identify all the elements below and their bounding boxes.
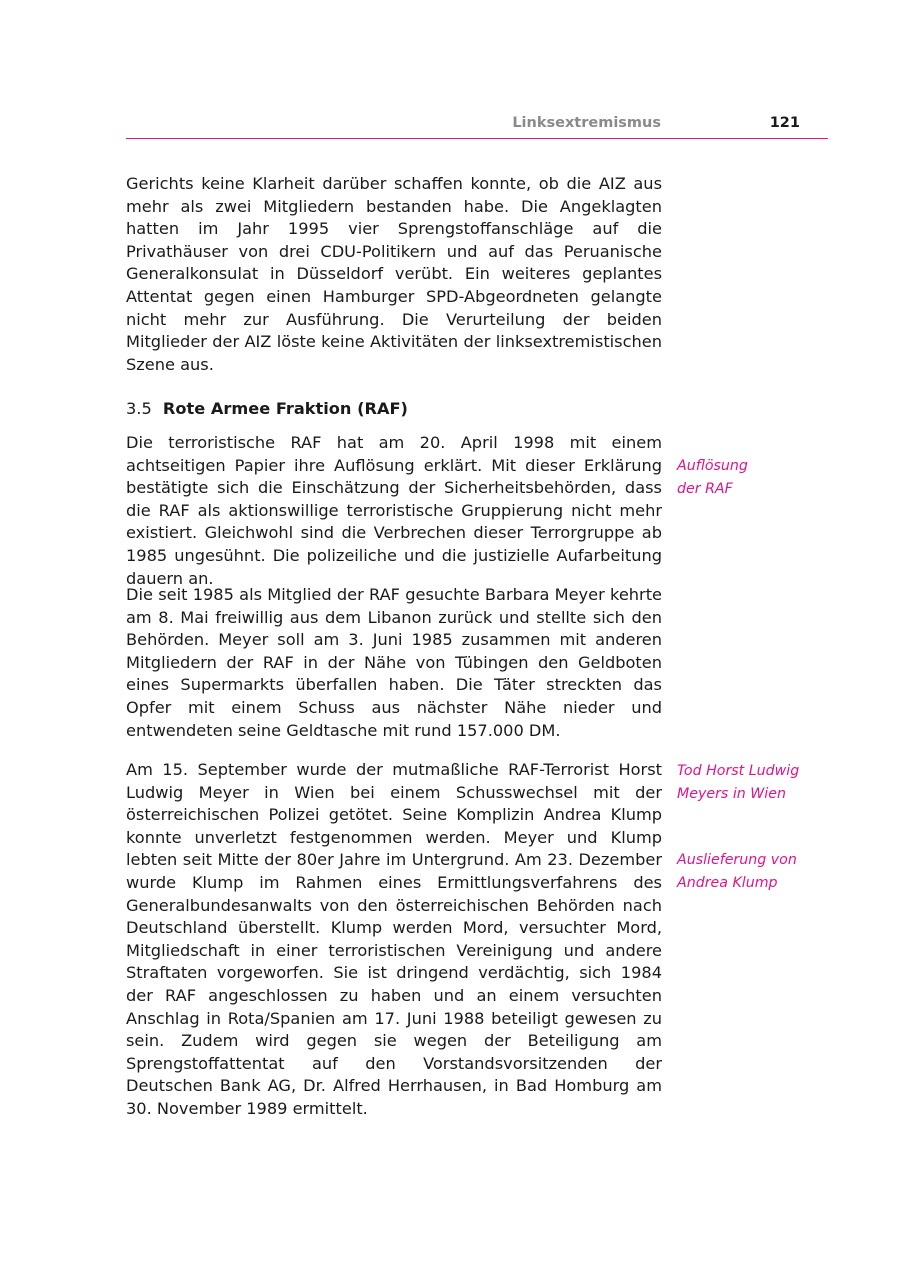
running-header-section-title: Linksextremismus bbox=[512, 115, 661, 131]
paragraph-raf-1-container bbox=[126, 432, 662, 590]
paragraph-horst-meyer-klump: Am 15. September wurde der mutmaßliche RAF-Terrorist Horst Ludwig Meyer in Wien bei einem Schusswechsel mit der österreichischen Polizei getötet. Seine Komplizin Andrea Klump konnte unverletzt festgenommen werden. Meyer und Klump lebten seit Mitte der 80er Jahre im Untergrund. Am 23. Dezember wurde Klump im Rahmen eines Ermittlungsverfahrens des Generalbundesanwalts von den österreichischen Behörden nach Deutschland überstellt. Klump werden Mord, versuchter Mord, Mitgliedschaft in einer terroristischen Vereinigung und andere Straftaten vorgeworfen. Sie ist dringend verdächtig, sich 1984 der RAF angeschlossen zu haben und an einem versuchten Anschlag in Rota/Spanien am 17. Juni 1988 beteiligt gewesen zu sein. Zudem wird gegen sie wegen der Beteiligung am Sprengstoffattentat auf den Vorstandsvorsitzenden der Deutschen Bank AG, Dr. Alfred Herrhausen, in Bad Homburg am 30. November 1989 ermittelt. bbox=[126, 760, 662, 1118]
running-header bbox=[126, 112, 828, 139]
paragraph-raf-dissolution: Die terroristische RAF hat am 20. April 1998 mit einem achtseitigen Papier ihre Auflösung erklärt. Mit dieser Erklärung bestätigte sich die Einschätzung der Sicherheitsbehörden, dass die RAF als aktionswillige terroristische Gruppierung nicht mehr existiert. Gleichwohl sind die Verbrechen dieser Terrorgruppe ab 1985 ungesühnt. Die polizeiliche und die justizielle Aufarbeitung dauern an. bbox=[126, 433, 662, 588]
margin-note-auslieferung bbox=[677, 849, 837, 894]
margin-note-aufloesung bbox=[677, 455, 837, 500]
margin-note-tod-line1: Tod Horst Ludwig bbox=[677, 763, 800, 779]
paragraph-aiz-conclusion: Gerichts keine Klarheit darüber schaffen konnte, ob die AIZ aus mehr als zwei Mitgliedern bestanden habe. Die Angeklagten hatten im Jahr 1995 vier Sprengstoffanschläge auf die Privathäuser von drei CDU-Politikern und auf das Peruanische Generalkonsulat in Düsseldorf verübt. Ein weiteres geplantes Attentat gegen einen Hamburger SPD-Abgeordneten gelangte nicht mehr zur Ausführung. Die Verurteilung der beiden Mitglieder der AIZ löste keine Aktivitäten der linksextremistischen Szene aus. bbox=[126, 174, 662, 374]
paragraph-intro-container bbox=[126, 173, 662, 376]
page-number: 121 bbox=[769, 115, 800, 131]
section-title: Rote Armee Fraktion (RAF) bbox=[162, 399, 408, 418]
margin-note-aufloesung-line1: Auflösung bbox=[677, 458, 748, 474]
paragraph-barbara-meyer: Die seit 1985 als Mitglied der RAF gesuchte Barbara Meyer kehrte am 8. Mai freiwillig aus dem Libanon zurück und stellte sich den Behörden. Meyer soll am 3. Juni 1985 zusammen mit anderen Mitgliedern der RAF in der Nähe von Tübingen den Geldboten eines Supermarkts überfallen haben. Die Täter streckten das Opfer mit einem Schuss aus nächster Nähe nieder und entwendeten seine Geldtasche mit rund 157.000 DM. bbox=[126, 585, 662, 740]
section-heading bbox=[126, 398, 408, 420]
paragraph-raf-3-container bbox=[126, 759, 662, 1121]
section-number: 3.5 bbox=[126, 399, 152, 418]
margin-note-tod-line2: Meyers in Wien bbox=[677, 785, 786, 802]
paragraph-raf-2-container bbox=[126, 584, 662, 742]
margin-note-auslieferung-line1: Auslieferung von bbox=[677, 852, 797, 868]
margin-note-aufloesung-line2: der RAF bbox=[677, 480, 733, 497]
margin-note-tod-meyer bbox=[677, 760, 837, 805]
margin-note-auslieferung-line2: Andrea Klump bbox=[677, 874, 778, 891]
